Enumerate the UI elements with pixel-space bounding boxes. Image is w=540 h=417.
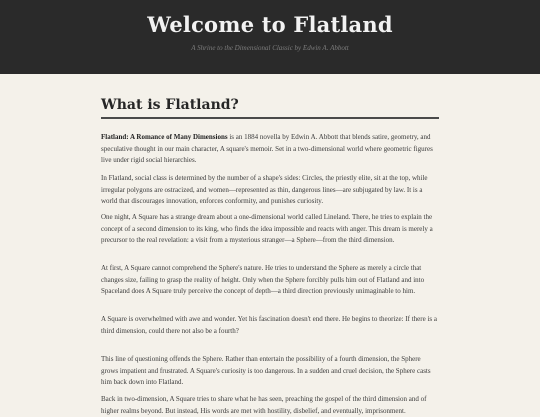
paragraph-intro-text: is an 1884 novella by Edwin A. Abbott that blends satire, geometry, and speculative thought in our main character, A square's memoir. Set in a two-dimensional world where geometric figures live under rigid social hierarchies.	[101, 133, 433, 164]
paragraph-banishment: This line of questioning offends the Sphere. Rather than entertain the possibility of a fourth dimension, the Sphere grows impatient and frustrated. A Square's curiosity is too dangerous. In a sudden and cruel decision, the Sphere casts him back down into Flatland.	[101, 355, 431, 386]
paragraph-sphere-visit: At first, A Square cannot comprehend the Sphere's nature. He tries to understand the Sphere as merely a circle that changes size, failing to grasp the reality of height. Only when the Sphere forcibly pulls him out of Flatland and into Spaceland does A Square truly perceive the concept of depth—a third direction previously unimaginable to him.	[101, 264, 425, 295]
paragraph-social-class: In Flatland, social class is determined by the number of a shape's sides: Circles, the priestly elite, sit at the top, while irregular polygons are ostracized, and women—represented as thin, dangerous lines—are subjugated by law. It is a world that discourages innovation, enforces conformity, and punishes curiosity.	[101, 174, 428, 205]
section-title: What is Flatland?	[101, 97, 439, 119]
paragraph-lineland-dream: One night, A Square has a strange dream about a one-dimensional world called Lineland. There, he tries to explain the concept of a second dimension to its king, who finds the idea impossible and reacts with anger. This dream is merely a precursor to the real revelation: a visit from a mysterious stranger—a Sphere—from the third dimension.	[101, 213, 433, 244]
paragraph-intro	[101, 132, 439, 167]
site-subtitle: A Shrine to the Dimensional Classic by Edwin A. Abbott	[191, 44, 349, 52]
paragraph-awe: A Square is overwhelmed with awe and wonder. Yet his fascination doesn't end there. He begins to theorize: If there is a third dimension, could there not also be a fourth?	[101, 315, 438, 335]
site-title: Welcome to Flatland	[147, 12, 393, 37]
site-header	[0, 0, 540, 74]
main-content	[101, 97, 439, 415]
paragraph-return: Back in two-dimension, A Square tries to share what he has seen, preaching the gospel of the third dimension and of higher realms beyond. But instead, His words are met with hostility, disbelief, and eventually, imprisonment.	[101, 395, 427, 415]
book-title: Flatland: A Romance of Many Dimensions	[101, 133, 228, 141]
